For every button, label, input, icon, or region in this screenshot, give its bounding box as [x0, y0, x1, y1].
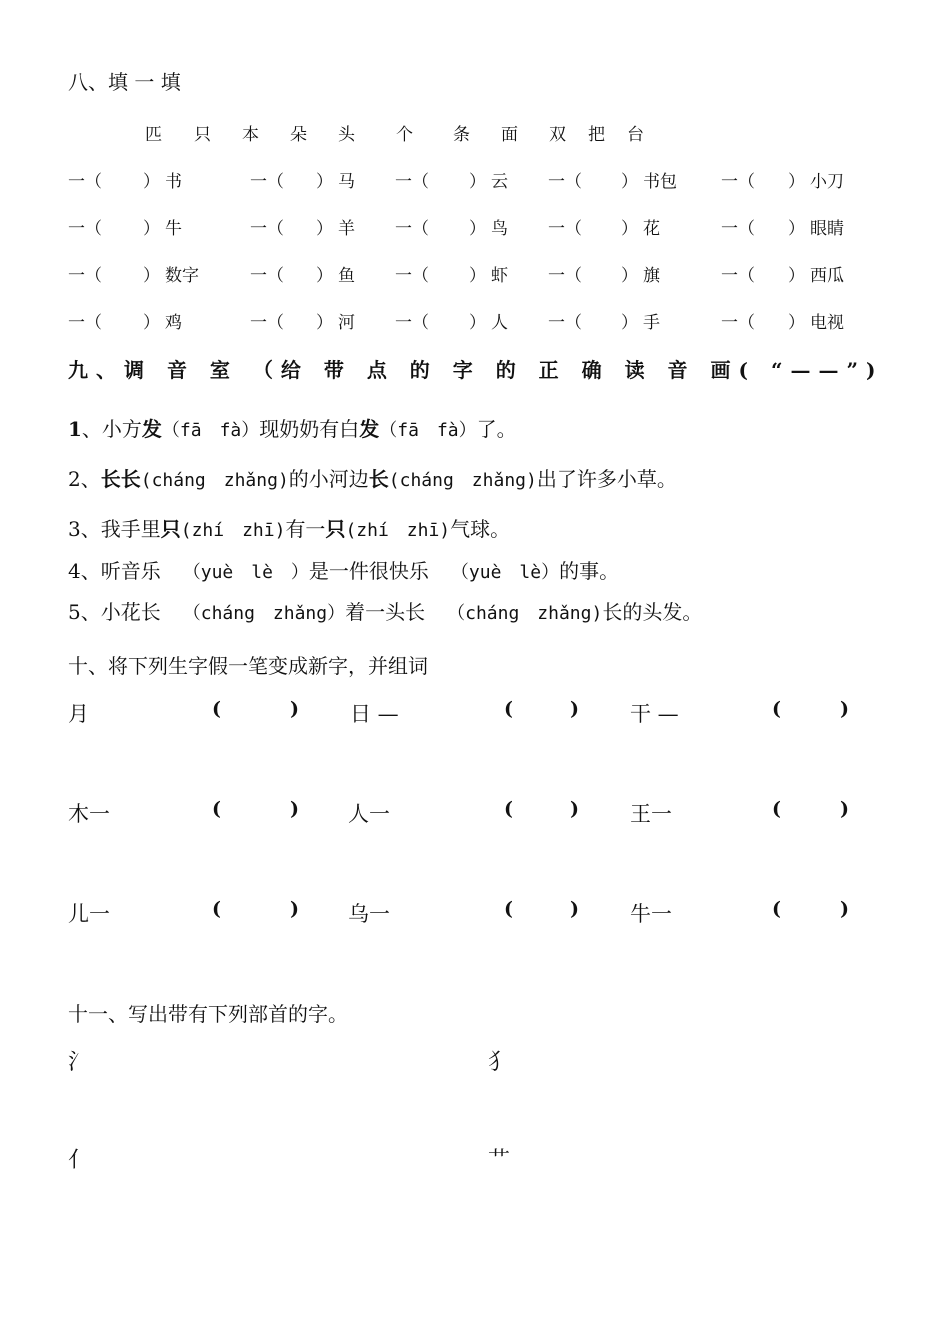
pinyin-choice: （fā fà）	[379, 420, 477, 441]
paren-close: )	[840, 698, 849, 720]
noun: 鸟	[491, 219, 508, 239]
text: 的小河边	[288, 467, 369, 491]
measure-word: 面	[501, 125, 518, 145]
blank-close: ）	[316, 313, 333, 333]
section9-title: 九、调 音 室 （给 带 点 的 字 的 正 确 读 音 画( “——”)	[68, 358, 884, 382]
base-char: 干 —	[630, 702, 679, 726]
text: 气球。	[450, 517, 511, 541]
pinyin-choice: （yuè lè）	[450, 562, 560, 583]
fill-row-2	[68, 214, 868, 238]
section10-title: 十、将下列生字假一笔变成新字，并组词	[68, 654, 428, 678]
measure-word: 把	[588, 125, 605, 145]
blank-open: 一（	[68, 219, 102, 239]
pinyin-choice: (zhí zhī)	[345, 520, 451, 541]
measure-word: 个	[396, 125, 413, 145]
measure-word: 匹	[145, 125, 162, 145]
blank-open: 一（	[250, 219, 284, 239]
blank-open: 一（	[395, 219, 429, 239]
blank-close: ）	[143, 219, 160, 239]
blank-close: ）	[469, 313, 486, 333]
noun: 鸡	[165, 313, 182, 333]
blank-close: ）	[143, 172, 160, 192]
paren-close: )	[570, 798, 579, 820]
measure-word: 朵	[290, 125, 307, 145]
char-row-1	[68, 698, 868, 728]
dotted-char: 长	[368, 467, 389, 491]
noun: 河	[338, 313, 355, 333]
noun: 数字	[165, 266, 199, 286]
base-char: 木一	[68, 802, 110, 826]
blank-open: 一（	[395, 266, 429, 286]
paren-close: )	[570, 698, 579, 720]
radical: 氵	[68, 1050, 91, 1075]
blank-open: 一（	[721, 313, 755, 333]
measure-word: 台	[627, 125, 644, 145]
sentence-2	[68, 463, 677, 492]
noun: 牛	[165, 219, 182, 239]
blank-open: 一（	[250, 313, 284, 333]
blank-close: ）	[788, 266, 805, 286]
radical: 犭	[488, 1050, 511, 1075]
blank-open: 一（	[721, 219, 755, 239]
paren-close: )	[290, 798, 299, 820]
blank-close: ）	[788, 313, 805, 333]
dotted-char: 发	[141, 417, 162, 441]
blank-close: ）	[469, 219, 486, 239]
noun: 书包	[643, 172, 677, 192]
sentence-number: 5、小花长	[68, 600, 161, 624]
measure-word: 双	[549, 125, 566, 145]
radical: 艹	[488, 1148, 511, 1173]
base-char: 日 —	[350, 702, 399, 726]
radical: 亻	[68, 1148, 91, 1173]
text: 有一	[285, 517, 326, 541]
blank-close: ）	[143, 266, 160, 286]
blank-close: ）	[621, 313, 638, 333]
blank-open: 一（	[395, 172, 429, 192]
noun: 鱼	[338, 266, 355, 286]
paren-close: )	[290, 698, 299, 720]
blank-close: ）	[143, 313, 160, 333]
text: 了。	[476, 417, 517, 441]
blank-open: 一（	[548, 172, 582, 192]
dotted-char: 只	[325, 517, 346, 541]
sentence-number: 4、听音乐	[68, 559, 161, 583]
noun: 花	[643, 219, 660, 239]
base-char: 人一	[348, 802, 390, 826]
char-row-2	[68, 798, 868, 828]
blank-close: ）	[469, 172, 486, 192]
blank-open: 一（	[721, 172, 755, 192]
blank-open: 一（	[548, 219, 582, 239]
text: 现奶奶有白	[259, 417, 360, 441]
pinyin-choice: (cháng zhǎng)	[388, 470, 537, 491]
noun: 虾	[491, 266, 508, 286]
measure-word: 头	[338, 125, 355, 145]
paren-close: )	[840, 898, 849, 920]
noun: 云	[491, 172, 508, 192]
blank-close: ）	[469, 266, 486, 286]
fill-row-3	[68, 261, 868, 285]
blank-open: 一（	[548, 266, 582, 286]
pinyin-choice: (cháng zhǎng)	[140, 470, 289, 491]
noun: 旗	[643, 266, 660, 286]
sentence-1	[68, 413, 517, 442]
blank-open: 一（	[395, 313, 429, 333]
pinyin-choice: (zhí zhī)	[180, 520, 286, 541]
measure-word: 本	[242, 125, 259, 145]
blank-open: 一（	[721, 266, 755, 286]
blank-open: 一（	[68, 172, 102, 192]
blank-close: ）	[621, 266, 638, 286]
text: 、小方	[81, 417, 142, 441]
fill-row-4	[68, 308, 868, 332]
blank-close: ）	[316, 172, 333, 192]
noun: 马	[338, 172, 355, 192]
sentence-4	[68, 555, 619, 584]
sentence-number: 2、	[68, 467, 101, 491]
text: 的事。	[559, 559, 620, 583]
pinyin-choice: （cháng zhǎng)	[447, 603, 603, 624]
paren-close: )	[570, 898, 579, 920]
noun: 小刀	[810, 172, 844, 192]
noun: 眼睛	[810, 219, 844, 239]
measure-words	[0, 120, 950, 144]
blank-close: ）	[316, 266, 333, 286]
measure-word: 只	[194, 125, 211, 145]
pinyin-choice: （fā fà）	[161, 420, 260, 441]
pinyin-choice: （cháng zhǎng）	[182, 603, 346, 624]
base-char: 月	[68, 702, 89, 726]
noun: 电视	[810, 313, 844, 333]
blank-open: 一（	[250, 172, 284, 192]
blank-open: 一（	[250, 266, 284, 286]
char-row-3	[68, 898, 868, 928]
pinyin-choice: （yuè lè ）	[182, 562, 309, 583]
paren-open: (	[504, 698, 513, 720]
section8-title: 八、填 一 填	[68, 70, 181, 94]
paren-open: (	[504, 898, 513, 920]
dotted-char: 发	[359, 417, 380, 441]
text: 是一件很快乐	[308, 559, 429, 583]
noun: 西瓜	[810, 266, 844, 286]
blank-close: ）	[621, 172, 638, 192]
noun: 人	[491, 313, 508, 333]
paren-open: (	[772, 698, 781, 720]
paren-close: )	[840, 798, 849, 820]
blank-open: 一（	[68, 266, 102, 286]
sentence-number: 1	[68, 417, 82, 441]
noun: 羊	[338, 219, 355, 239]
text: 长的头发。	[602, 600, 703, 624]
paren-open: (	[504, 798, 513, 820]
blank-close: ）	[316, 219, 333, 239]
base-char: 牛一	[630, 902, 672, 926]
sentence-number: 3、我手里	[68, 517, 161, 541]
paren-open: (	[772, 898, 781, 920]
sentence-3	[68, 513, 510, 542]
paren-open: (	[212, 798, 221, 820]
base-char: 王一	[630, 802, 672, 826]
blank-open: 一（	[548, 313, 582, 333]
text: 着一头长	[345, 600, 426, 624]
blank-close: ）	[788, 219, 805, 239]
dotted-char: 长长	[100, 467, 141, 491]
dotted-char: 只	[160, 517, 181, 541]
measure-word: 条	[453, 125, 470, 145]
sentence-5	[68, 596, 702, 625]
blank-open: 一（	[68, 313, 102, 333]
base-char: 乌一	[348, 902, 390, 926]
blank-close: ）	[621, 219, 638, 239]
paren-open: (	[212, 898, 221, 920]
blank-close: ）	[788, 172, 805, 192]
fill-row-1	[68, 167, 868, 191]
noun: 手	[643, 313, 660, 333]
paren-close: )	[290, 898, 299, 920]
base-char: 儿一	[68, 902, 110, 926]
text: 出了许多小草。	[536, 467, 677, 491]
paren-open: (	[212, 698, 221, 720]
section11-title: 十一、写出带有下列部首的字。	[68, 1002, 348, 1026]
noun: 书	[165, 172, 182, 192]
paren-open: (	[772, 798, 781, 820]
